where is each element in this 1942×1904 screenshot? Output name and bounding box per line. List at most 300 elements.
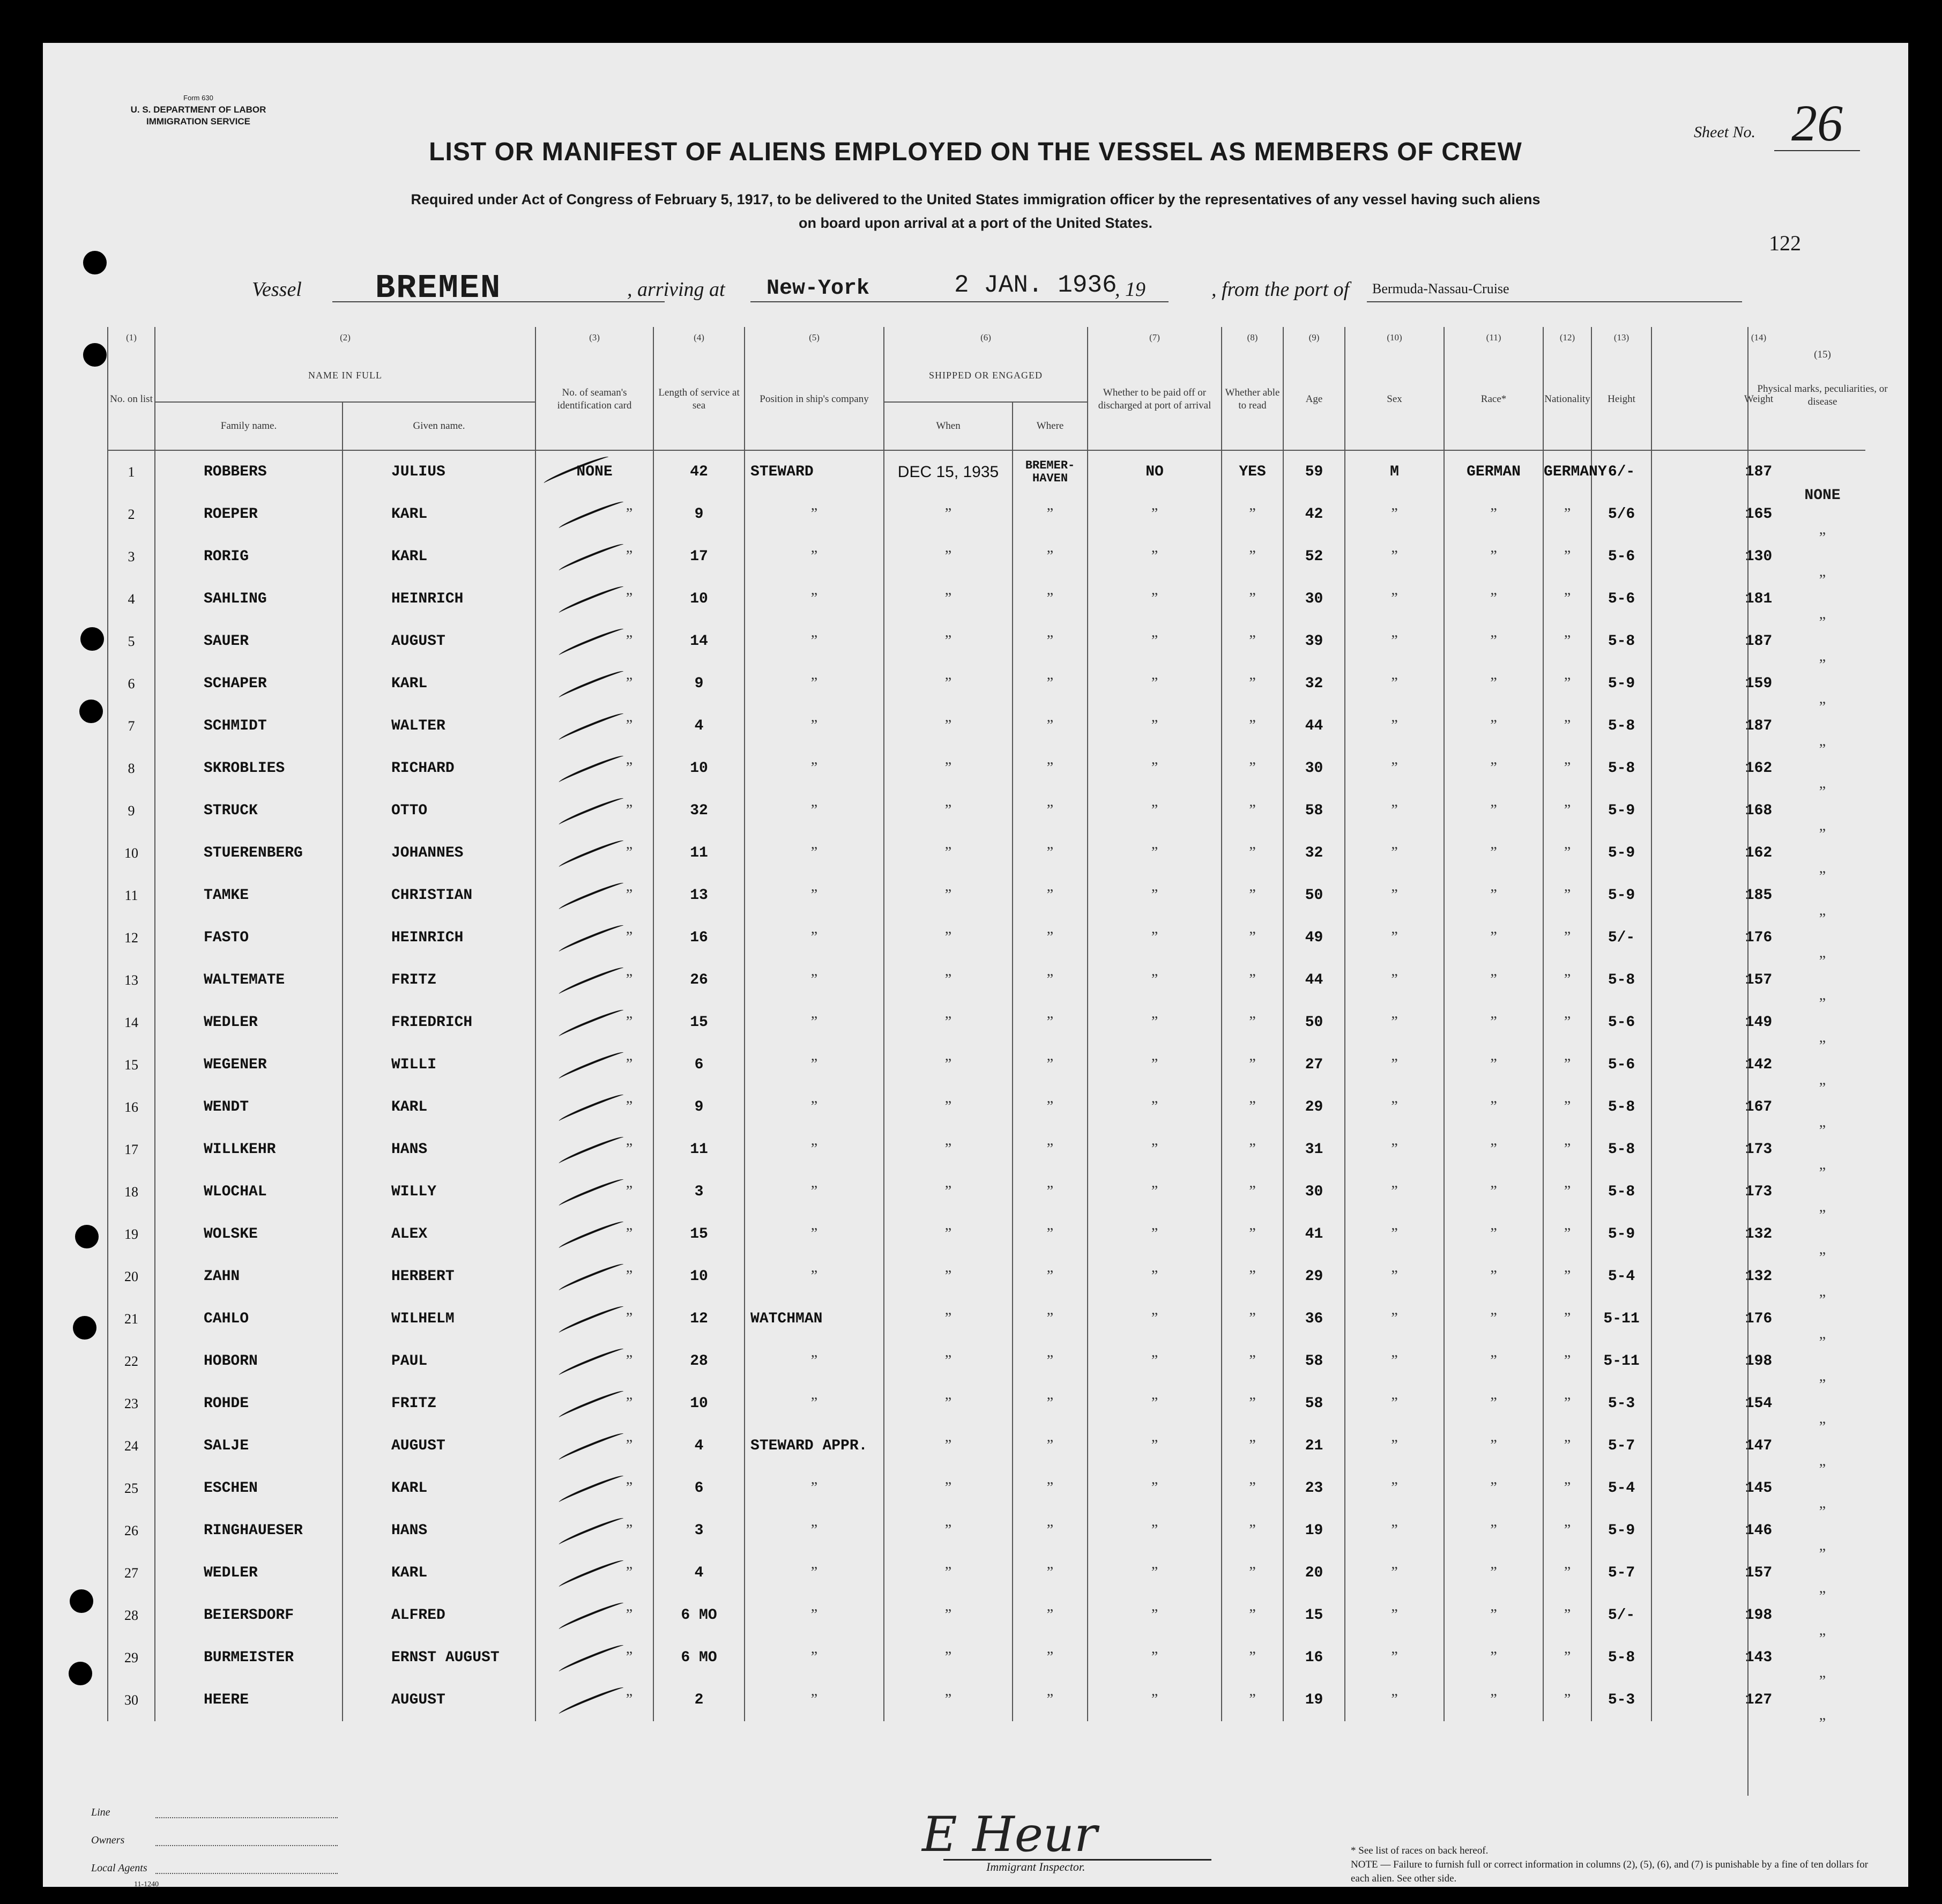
family-name: ZAHN (155, 1255, 343, 1298)
race (1444, 959, 1543, 1001)
ditto-mark: ” (1564, 1352, 1571, 1369)
height: 5/- (1591, 917, 1651, 959)
row-number: 25 (108, 1467, 155, 1509)
row-number: 27 (108, 1552, 155, 1594)
shipped-when (884, 663, 1013, 705)
header-name-in-full: NAME IN FULL (155, 348, 535, 402)
nationality (1543, 1637, 1591, 1679)
able-to-read (1222, 1594, 1283, 1637)
ditto-mark: ” (810, 1352, 818, 1369)
ditto-mark: ” (810, 802, 818, 819)
physical-marks: ” (1819, 1419, 1826, 1436)
race (1444, 1213, 1543, 1255)
physical-marks: ” (1819, 995, 1826, 1012)
ditto-mark: ” (1391, 1606, 1398, 1623)
ditto-mark: ” (1564, 1606, 1571, 1623)
physical-marks-column (1747, 474, 1898, 1745)
ditto-mark: ” (810, 1268, 818, 1284)
ditto-mark: ” (626, 1183, 633, 1200)
check-mark (557, 838, 624, 870)
ditto-mark: ” (1564, 1098, 1571, 1115)
id-card (535, 1340, 653, 1382)
height: 5-8 (1591, 705, 1651, 747)
ditto-mark: ” (1391, 590, 1398, 607)
shipped-where (1013, 832, 1088, 874)
ditto-mark: ” (1249, 887, 1256, 903)
ditto-mark: ” (626, 1310, 633, 1327)
header-paid-off: Whether to be paid off or discharged at port of arrival (1088, 348, 1222, 450)
paid-off (1088, 1382, 1222, 1425)
physical-marks: ” (1819, 911, 1826, 927)
paid-off (1088, 493, 1222, 536)
id-card (535, 1382, 653, 1425)
form-code: 11-1240 (134, 1880, 159, 1887)
ditto-mark: ” (944, 1310, 952, 1327)
position (745, 1382, 884, 1425)
ditto-mark: ” (1564, 887, 1571, 903)
sex (1345, 874, 1444, 917)
check-mark (557, 1134, 624, 1166)
given-name: WALTER (343, 705, 535, 747)
ditto-mark: ” (1046, 929, 1054, 946)
ditto-mark: ” (1249, 760, 1256, 776)
ditto-mark: ” (944, 971, 952, 988)
col-num-12: (12) (1543, 327, 1591, 348)
height: 5-8 (1591, 1128, 1651, 1171)
table-row (108, 1213, 1865, 1255)
weight: 132 (1651, 1255, 1865, 1298)
length-of-service: 3 (653, 1171, 745, 1213)
check-mark (557, 1219, 624, 1251)
table-row (108, 1467, 1865, 1509)
sex (1345, 1637, 1444, 1679)
shipped-when (884, 1128, 1013, 1171)
ditto-mark: ” (1151, 548, 1158, 564)
ditto-mark: ” (810, 675, 818, 691)
ditto-mark: ” (944, 590, 952, 607)
race (1444, 1425, 1543, 1467)
race (1444, 1340, 1543, 1382)
race (1444, 1509, 1543, 1552)
ditto-mark: ” (1046, 675, 1054, 691)
table-row (108, 705, 1865, 747)
ditto-mark: ” (1391, 1691, 1398, 1708)
physical-marks: ” (1819, 1377, 1826, 1393)
weight: 168 (1651, 790, 1865, 832)
length-of-service: 9 (653, 663, 745, 705)
height: 5-7 (1591, 1425, 1651, 1467)
manifest-sheet (43, 43, 1908, 1887)
table-row (108, 620, 1865, 663)
row-number: 1 (108, 450, 155, 493)
ditto-mark: ” (1564, 675, 1571, 691)
given-name: WILHELM (343, 1298, 535, 1340)
ditto-mark: ” (944, 1014, 952, 1030)
position (745, 1679, 884, 1721)
able-to-read (1222, 1340, 1283, 1382)
ditto-mark: ” (1151, 971, 1158, 988)
age: 44 (1283, 959, 1345, 1001)
ditto-mark: ” (1046, 844, 1054, 861)
family-name: WLOCHAL (155, 1171, 343, 1213)
sheet-number-label: Sheet No. (1694, 123, 1755, 141)
shipped-where: BREMER-HAVEN (1013, 450, 1088, 493)
ditto-mark: ” (944, 1479, 952, 1496)
col-num-9: (9) (1283, 327, 1345, 348)
ditto-mark: ” (1564, 1564, 1571, 1581)
ditto-mark: ” (1391, 505, 1398, 522)
age: 30 (1283, 578, 1345, 620)
paid-off (1088, 578, 1222, 620)
weight: 145 (1651, 1467, 1865, 1509)
sex (1345, 1255, 1444, 1298)
ditto-mark: ” (1046, 1310, 1054, 1327)
shipped-where (1013, 493, 1088, 536)
length-of-service: 28 (653, 1340, 745, 1382)
height: 5-6 (1591, 536, 1651, 578)
ditto-mark: ” (944, 1649, 952, 1665)
family-name: WEDLER (155, 1552, 343, 1594)
binder-hole (83, 343, 107, 367)
ditto-mark: ” (810, 1183, 818, 1200)
check-mark (557, 584, 624, 616)
position (745, 790, 884, 832)
id-card (535, 1298, 653, 1340)
age: 32 (1283, 663, 1345, 705)
nationality (1543, 1255, 1591, 1298)
family-name: WOLSKE (155, 1213, 343, 1255)
able-to-read (1222, 1255, 1283, 1298)
height: 5-8 (1591, 620, 1651, 663)
weight: 162 (1651, 832, 1865, 874)
table-row (108, 1128, 1865, 1171)
length-of-service: 15 (653, 1001, 745, 1044)
header-shipped-engaged: SHIPPED OR ENGAGED (884, 348, 1088, 402)
paid-off (1088, 620, 1222, 663)
vessel-label: Vessel (252, 278, 302, 301)
id-card (535, 663, 653, 705)
ditto-mark: ” (944, 633, 952, 649)
ditto-mark: ” (810, 1141, 818, 1157)
ditto-mark: ” (810, 505, 818, 522)
shipped-when (884, 1171, 1013, 1213)
nationality (1543, 1128, 1591, 1171)
shipped-when (884, 1298, 1013, 1340)
ditto-mark: ” (1046, 717, 1054, 734)
shipped-when (884, 1467, 1013, 1509)
ditto-mark: ” (626, 802, 633, 819)
given-name: ALEX (343, 1213, 535, 1255)
row-number: 3 (108, 536, 155, 578)
col-num-5: (5) (745, 327, 884, 348)
ditto-mark: ” (810, 887, 818, 903)
physical-marks: ” (1819, 1631, 1826, 1647)
row-number: 6 (108, 663, 155, 705)
ditto-mark: ” (1391, 1268, 1398, 1284)
sex (1345, 1382, 1444, 1425)
shipped-when (884, 1637, 1013, 1679)
ditto-mark: ” (1046, 1056, 1054, 1073)
ditto-mark: ” (1249, 633, 1256, 649)
ditto-mark: ” (1249, 505, 1256, 522)
ditto-mark: ” (626, 887, 633, 903)
ditto-mark: ” (1151, 1098, 1158, 1115)
ditto-mark: ” (1046, 548, 1054, 564)
paid-off (1088, 874, 1222, 917)
ditto-mark: ” (1249, 844, 1256, 861)
ditto-mark: ” (810, 633, 818, 649)
age: 36 (1283, 1298, 1345, 1340)
ditto-mark: ” (1249, 1691, 1256, 1708)
ditto-mark: ” (810, 717, 818, 734)
ditto-mark: ” (1151, 1522, 1158, 1538)
check-mark (557, 541, 624, 574)
row-number: 20 (108, 1255, 155, 1298)
shipped-when (884, 1552, 1013, 1594)
shipped-where (1013, 1001, 1088, 1044)
ditto-mark: ” (1249, 590, 1256, 607)
ditto-mark: ” (1490, 1056, 1497, 1073)
weight: 187 (1651, 705, 1865, 747)
ditto-mark: ” (1249, 1056, 1256, 1073)
ditto-mark: ” (1391, 675, 1398, 691)
sex (1345, 536, 1444, 578)
length-of-service: 4 (653, 1552, 745, 1594)
header-position: Position in ship's company (745, 348, 884, 450)
weight: 142 (1651, 1044, 1865, 1086)
ditto-mark: ” (1490, 1310, 1497, 1327)
height: 5-9 (1591, 1509, 1651, 1552)
position (745, 1594, 884, 1637)
able-to-read (1222, 1425, 1283, 1467)
ditto-mark: ” (626, 844, 633, 861)
binder-hole (70, 1589, 93, 1613)
ditto-mark: ” (1046, 1479, 1054, 1496)
nationality (1543, 1679, 1591, 1721)
physical-marks: ” (1819, 953, 1826, 970)
ditto-mark: ” (1046, 1268, 1054, 1284)
physical-marks: ” (1819, 1207, 1826, 1224)
ditto-mark: ” (1046, 633, 1054, 649)
ditto-mark: ” (944, 1225, 952, 1242)
ditto-mark: ” (944, 844, 952, 861)
ditto-mark: ” (944, 1141, 952, 1157)
shipped-when (884, 1594, 1013, 1637)
ditto-mark: ” (1391, 717, 1398, 734)
id-card (535, 1467, 653, 1509)
nationality (1543, 1594, 1591, 1637)
row-number: 24 (108, 1425, 155, 1467)
race (1444, 1086, 1543, 1128)
ditto-mark: ” (1046, 887, 1054, 903)
shipped-when (884, 493, 1013, 536)
col-num-7: (7) (1088, 327, 1222, 348)
able-to-read (1222, 1509, 1283, 1552)
shipped-where (1013, 1637, 1088, 1679)
age: 52 (1283, 536, 1345, 578)
weight: 173 (1651, 1128, 1865, 1171)
ditto-mark: ” (626, 1014, 633, 1030)
shipped-where (1013, 1044, 1088, 1086)
check-mark (557, 1092, 624, 1124)
given-name: KARL (343, 536, 535, 578)
weight: 165 (1651, 493, 1865, 536)
family-name: RINGHAUESER (155, 1509, 343, 1552)
ditto-mark: ” (944, 1268, 952, 1284)
col-num-3: (3) (535, 327, 653, 348)
physical-marks: ” (1819, 1080, 1826, 1097)
row-number: 30 (108, 1679, 155, 1721)
length-of-service: 6 (653, 1467, 745, 1509)
ditto-mark: ” (810, 1014, 818, 1030)
ditto-mark: ” (810, 590, 818, 607)
row-number: 2 (108, 493, 155, 536)
row-number: 4 (108, 578, 155, 620)
ditto-mark: ” (1151, 760, 1158, 776)
length-of-service: 9 (653, 1086, 745, 1128)
height: 5-9 (1591, 663, 1651, 705)
ditto-mark: ” (1564, 1437, 1571, 1454)
shipped-where (1013, 1171, 1088, 1213)
ditto-mark: ” (1391, 548, 1398, 564)
ditto-mark: ” (1564, 1268, 1571, 1284)
family-name: RORIG (155, 536, 343, 578)
id-card (535, 1044, 653, 1086)
col-num-14: (14) (1651, 327, 1865, 348)
race: GERMAN (1444, 450, 1543, 493)
family-name: SCHMIDT (155, 705, 343, 747)
able-to-read (1222, 832, 1283, 874)
ditto-mark: ” (1151, 1268, 1158, 1284)
height: 5-6 (1591, 1044, 1651, 1086)
ditto-mark: ” (1151, 1056, 1158, 1073)
ditto-mark: ” (626, 1649, 633, 1665)
ditto-mark: ” (810, 1564, 818, 1581)
table-row (108, 536, 1865, 578)
ditto-mark: ” (1490, 1268, 1497, 1284)
ditto-mark: ” (1391, 1479, 1398, 1496)
ditto-mark: ” (1564, 802, 1571, 819)
age: 44 (1283, 705, 1345, 747)
check-mark (557, 753, 624, 785)
col-num-10: (10) (1345, 327, 1444, 348)
position (745, 1552, 884, 1594)
weight: 176 (1651, 1298, 1865, 1340)
position: STEWARD APPR. (745, 1425, 884, 1467)
from-port-label: , from the port of (1211, 278, 1350, 301)
nationality: GERMANY (1543, 450, 1591, 493)
id-card (535, 1552, 653, 1594)
col-num-8: (8) (1222, 327, 1283, 348)
id-card (535, 1128, 653, 1171)
weight: 198 (1651, 1594, 1865, 1637)
length-of-service: 10 (653, 1382, 745, 1425)
shipped-when (884, 1255, 1013, 1298)
position (745, 874, 884, 917)
height: 5-11 (1591, 1298, 1651, 1340)
ditto-mark: ” (1490, 1564, 1497, 1581)
ditto-mark: ” (1564, 1479, 1571, 1496)
weight: 146 (1651, 1509, 1865, 1552)
row-number: 23 (108, 1382, 155, 1425)
check-mark (557, 1388, 624, 1420)
shipped-when (884, 1044, 1013, 1086)
paid-off (1088, 1679, 1222, 1721)
height: 5-3 (1591, 1382, 1651, 1425)
shipped-when (884, 578, 1013, 620)
id-card (535, 450, 653, 493)
header-physical-marks (1750, 348, 1895, 408)
ditto-mark: ” (944, 675, 952, 691)
length-of-service: 4 (653, 1425, 745, 1467)
weight: 157 (1651, 959, 1865, 1001)
sex (1345, 620, 1444, 663)
header-physical-marks-label: Physical marks, peculiarities, or disease (1757, 383, 1888, 407)
from-port: Bermuda-Nassau-Cruise (1372, 281, 1509, 296)
shipped-when (884, 747, 1013, 790)
length-of-service: 26 (653, 959, 745, 1001)
ditto-mark: ” (1490, 1649, 1497, 1665)
race (1444, 747, 1543, 790)
race (1444, 620, 1543, 663)
nationality (1543, 1340, 1591, 1382)
nationality (1543, 1467, 1591, 1509)
ditto-mark: ” (1151, 887, 1158, 903)
ditto-mark: ” (1046, 505, 1054, 522)
sex (1345, 705, 1444, 747)
ditto-mark: ” (1046, 1564, 1054, 1581)
age: 58 (1283, 790, 1345, 832)
given-name: KARL (343, 493, 535, 536)
ditto-mark: ” (1046, 1606, 1054, 1623)
ditto-mark: ” (1249, 1014, 1256, 1030)
able-to-read (1222, 1128, 1283, 1171)
given-name: HANS (343, 1128, 535, 1171)
height: 5-8 (1591, 1637, 1651, 1679)
nationality (1543, 1552, 1591, 1594)
length-of-service: 10 (653, 747, 745, 790)
table-row (108, 832, 1865, 874)
paid-off (1088, 1128, 1222, 1171)
physical-marks: ” (1819, 1334, 1826, 1351)
paid-off (1088, 705, 1222, 747)
nationality (1543, 1298, 1591, 1340)
race (1444, 493, 1543, 536)
ditto-mark: ” (1490, 1479, 1497, 1496)
shipped-when: DEC 15, 1935 (884, 450, 1013, 493)
race (1444, 1679, 1543, 1721)
physical-marks: ” (1819, 784, 1826, 800)
ditto-mark: ” (1151, 1225, 1158, 1242)
ditto-mark: ” (1249, 1649, 1256, 1665)
ditto-mark: ” (1564, 1225, 1571, 1242)
shipped-when (884, 1001, 1013, 1044)
given-name: KARL (343, 1086, 535, 1128)
age: 29 (1283, 1086, 1345, 1128)
ditto-mark: ” (626, 1691, 633, 1708)
position (745, 1637, 884, 1679)
table-row (108, 578, 1865, 620)
length-of-service: 10 (653, 578, 745, 620)
weight: 159 (1651, 663, 1865, 705)
ditto-mark: ” (1490, 505, 1497, 522)
physical-marks: ” (1819, 1122, 1826, 1139)
ditto-mark: ” (1490, 844, 1497, 861)
header-race: Race* (1444, 348, 1543, 450)
sex (1345, 1213, 1444, 1255)
age: 59 (1283, 450, 1345, 493)
id-card (535, 1086, 653, 1128)
